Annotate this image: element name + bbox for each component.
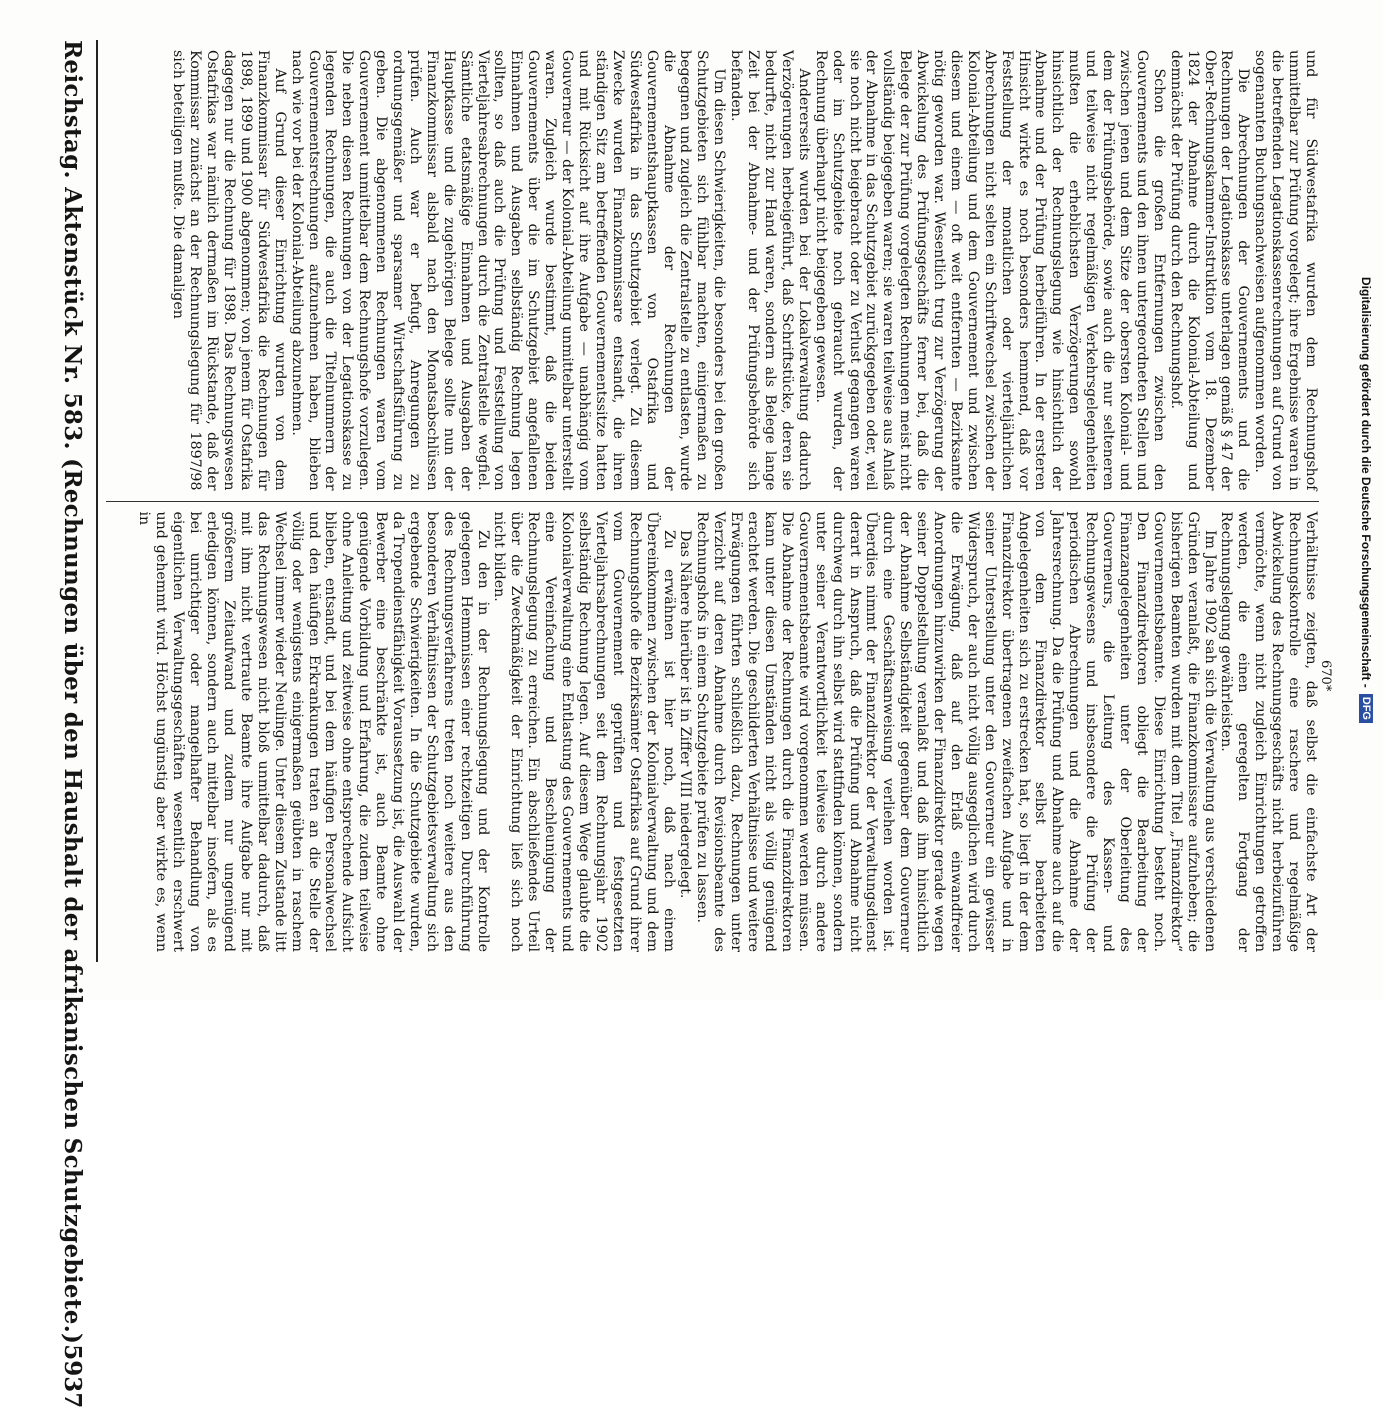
document-page <box>11 0 1341 1408</box>
running-header <box>53 40 93 1408</box>
paragraph: Um diesen Schwierigkeiten, die besonders bei den großen Schutzgebieten sich fühlbar machten, einigermaßen zu begegnen und zugleich die Zentralstelle zu entlasten, wurde die Abnahme der Rechnungen der Gouvernementshauptkassen von Ostafrika und Südwestafrika in das Schutzgebiet verlegt. Zu diesem Zwecke wurden Finanzkommissare entsandt, die ihren ständigen Sitz am betreffenden Gouvernementssitze hatten und mit Rücksicht auf ihre Aufgabe — unabhängig vom Gouverneur — der Kolonial-Abteilung unmittelbar unterstellt waren. Zugleich wurde bestimmt, daß die beiden Gouvernements über die im Schutzgebiet angefallenen Einnahmen und Ausgaben selbständig Rechnung legen sollten, so daß auch die Prüfung und Feststellung von Vierteljahresabrechnungen durch die Zentralstelle wegfiel. Sämtliche etatsmäßige Einnahmen und Ausgaben der Hauptkasse und die zugehörigen Belege sollte nun der Finanzkommissar alsbald nach den Monatsabschlüssen prüfen. Auch war er befugt, Anregungen zu ordnungsgemäßer und sparsamer Wirtschaftsführung zu geben. Die abgenommenen Rechnungen waren vom Gouvernement unmittelbar dem Rechnungshofe vorzulegen. Die neben diesen Rechnungen von der Legationskasse zu legenden Rechnungen, die auch die Titelnummern der Gouvernementsrechnungen aufzunehmen haben, blieben nach wie vor bei der Kolonial-Abteilung abzunehmen. <box>288 50 728 491</box>
paragraph: Im Jahre 1902 sah sich die Verwaltung aus verschiedenen Gründen veranlaßt, die Finanzkommissare aufzuheben; die bisherigen Beamten wurden mit dem Titel „Finanzdirektor“ Gouvernementsbeamte. Diese Einrichtung besteht noch. Den Finanzdirektoren obliegt die Bearbeitung der Finanzangelegenheiten unter der Oberleitung des Gouverneurs, die Leitung des Kassen- und Rechnungswesens und insbesondere die Prüfung der periodischen Abrechnungen und die Abnahme der Jahresrechnung. Da die Prüfung und Abnahme auch auf die von dem Finanzdirektor selbst bearbeiteten Angelegenheiten sich zu erstrecken hat, so liegt in der dem Finanzdirektor übertragenen zweifachen Aufgabe und in seiner Unterstellung unter den Gouverneur ein gewisser Widerspruch, der auch nicht völlig ausgeglichen wird durch die Erwägung, daß auf den Erlaß einwandfreier Anordnungen hinzuwirken der Finanzdirektor gerade wegen seiner Doppelstellung veranlaßt und daß ihm hinsichtlich der Abnahme Selbständigkeit gegenüber dem Gouverneur durch eine Geschäftsanweisung verliehen worden ist. Überdies nimmt der Finanzdirektor der Verwaltungsdienst derart in Anspruch, daß die Prüfung und Abnahme nicht durchweg durch ihn selbst wird stattfinden können, sondern unter seiner Verantwortlichkeit teilweise durch andere Gouvernementsbeamte wird vorgenommen werden müssen. Die Abnahme der Rechnungen durch die Finanzdirektoren kann unter diesen Umständen nicht als völlig genügend erachtet werden. Die geschilderten Verhältnisse und weitere Erwägungen führten schließlich dazu, Rechnungen unter Verzicht auf deren Abnahme durch Revisionsbeamte des Rechnungshofs in einem Schutzgebiete prüfen zu lassen. <box>694 511 1218 952</box>
right-column <box>106 502 1319 963</box>
paragraph: Die Abrechnungen der Gouvernements und die Rechnungen der Legationskasse unterlagen gemäß § 47 der Ober-Rechnungskammer-Instruktion vom 18. Dezember 1824 der Abnahme durch die Kolonial-Abteilung und demnächst der Prüfung durch den Rechnungshof. <box>1167 50 1252 491</box>
paragraph: Zu erwähnen ist hier noch, daß nach einem Übereinkommen zwischen der Kolonialverwaltung und dem Rechnungshofe die Bezirksämter Ostafrikas auf Grund ihrer vom Gouvernement geprüften und festgesetzten Vierteljahrsabrechnungen seit dem Rechnungsjahr 1902 selbständig Rechnung legen. Auf diesem Wege glaubte die Kolonialverwaltung eine Entlastung des Gouvernements und eine Vereinfachung und Beschleunigung der Rechnungslegung zu erreichen. Ein abschließendes Urteil über die Zweckmäßigkeit der Einrichtung ließ sich noch nicht bilden. <box>491 511 677 952</box>
paragraph: Andererseits wurden bei der Lokalverwaltung dadurch Verzögerungen herbeigeführt, daß Schriftstücke, deren sie bedurfte, nicht zur Hand waren, sondern als Belege lange Zeit bei der Abnahme- und der Prüfungsbehörde sich befanden. <box>728 50 812 491</box>
dfg-logo-icon: DFG <box>1359 694 1373 723</box>
paragraph: und für Südwestafrika wurden dem Rechnungshof unmittelbar zur Prüfung vorgelegt; ihre Ergebnisse waren in die betreffenden Legationskassenrechnungen auf Grund von sogenannten Buchungsnachweisen aufgenommen worden. <box>1252 50 1319 491</box>
signature-mark: 670* <box>1318 660 1333 692</box>
page-number: 5937 <box>59 1344 87 1408</box>
paragraph: Schon die großen Entfernungen zwischen den Gouvernements und den ihnen untergeordneten Stellen und zwischen jenen und dem Sitze der obersten Kolonial- und dem der Prüfungsbehörde, sowie auch die nur selteneren und teilweise nicht regelmäßigen Verkehrsgelegenheiten mußten die erheblichsten Verzögerungen sowohl hinsichtlich der Rechnungslegung wie hinsichtlich der Abnahme und der Prüfung herbeiführen. In der ersteren Hinsicht wirkte es noch besonders hemmend, daß vor Feststellung der monatlichen oder vierteljährlichen Abrechnungen nicht selten ein Schriftwechsel zwischen der Kolonial-Abteilung und dem Gouvernement und zwischen diesem und einem — oft weit entfernten — Bezirksamte nötig geworden war. Wesentlich trug zur Verzögerung der Abwickelung des Prüfungsgeschäfts ferner bei, daß die Belege der zur Prüfung vorgelegten Rechnungen meist nicht vollständig beigegeben waren; sie waren teilweise aus Anlaß der Abnahme in das Schutzgebiet zurückgegeben oder, weil sie noch nicht beigebracht oder zu Verlust gegangen waren oder im Schutzgebiete noch gebraucht wurden, der Rechnung überhaupt nicht beigegeben gewesen. <box>812 50 1167 491</box>
credit-text: Digitalisierung gefördert durch die Deutsche Forschungsgemeinschaft - <box>1358 277 1373 688</box>
left-column <box>106 40 1319 501</box>
paragraph: Verhältnisse zeigten, daß selbst die einfachste Art der Rechnungskontrolle eine raschere und regelmäßige Abwickelung des Rechnungsgeschäfts nicht herbeizuführen vermöchte, wenn nicht zugleich Einrichtungen getroffen werden, die einen geregelten Fortgang der Rechnungslegung gewährleisten. <box>1218 511 1319 952</box>
running-title: Reichstag. Aktenstück Nr. 583. (Rechnungen über den Haushalt der afrikanischen Schutzgebiete.) <box>59 40 87 1345</box>
paragraph: Auf Grund dieser Einrichtung wurden von dem Finanzkommissar für Südwestafrika die Rechnungen für 1898, 1899 und 1900 abgenommen; von jenem für Ostafrika dagegen nur die Rechnung für 1898. Das Rechnungswesen Ostafrikas war nämlich dermaßen im Rückstande, daß der Kommissar zunächst an der Rechnungslegung für 1897/98 sich beteiligen mußte. Die damaligen <box>170 50 288 491</box>
text-columns <box>106 40 1319 962</box>
paragraph: Zu den in der Rechnungslegung und der Kontrolle gelegenen Hemmnissen einer rechtzeitigen Durchführung des Rechnungsverfahrens treten noch weitere aus den besonderen Verhältnissen der Schutzgebietsverwaltung sich ergebende Schwierigkeiten. In die Schutzgebiete wurden, da Tropendienstfähigkeit Voraussetzung ist, die Auswahl der Bewerber eine beschränkte ist, auch Beamte ohne genügende Vorbildung und Erfahrung, die zudem teilweise ohne Anleitung und zeitweise ohne entsprechende Aufsicht blieben, entsandt, und bei dem häufigen Personalwechsel und den häufigen Erkrankungen traten an die Stelle der völlig oder wenigstens einigermaßen geübten in raschem Wechsel immer wieder Neulinge. Unter diesem Zustande litt das Rechnungswesen nicht bloß unmittelbar dadurch, daß mit ihm nicht vertraute Beamte ihre Aufgabe nur mit größerem Zeitaufwand und zudem nur ungenügend erledigen können, sondern auch mittelbar insofern, als es bei unrichtiger oder mangelhafter Behandlung von eigentlichen Verwaltungsgeschäften wesentlich erschwert und gehemmt wird. Höchst ungünstig aber wirkte es, wenn in <box>136 511 491 952</box>
header-rule <box>96 40 98 962</box>
digitization-credit <box>1348 0 1383 1000</box>
paragraph: Das Nähere hierüber ist in Ziffer VIII niedergelegt. <box>677 529 694 899</box>
